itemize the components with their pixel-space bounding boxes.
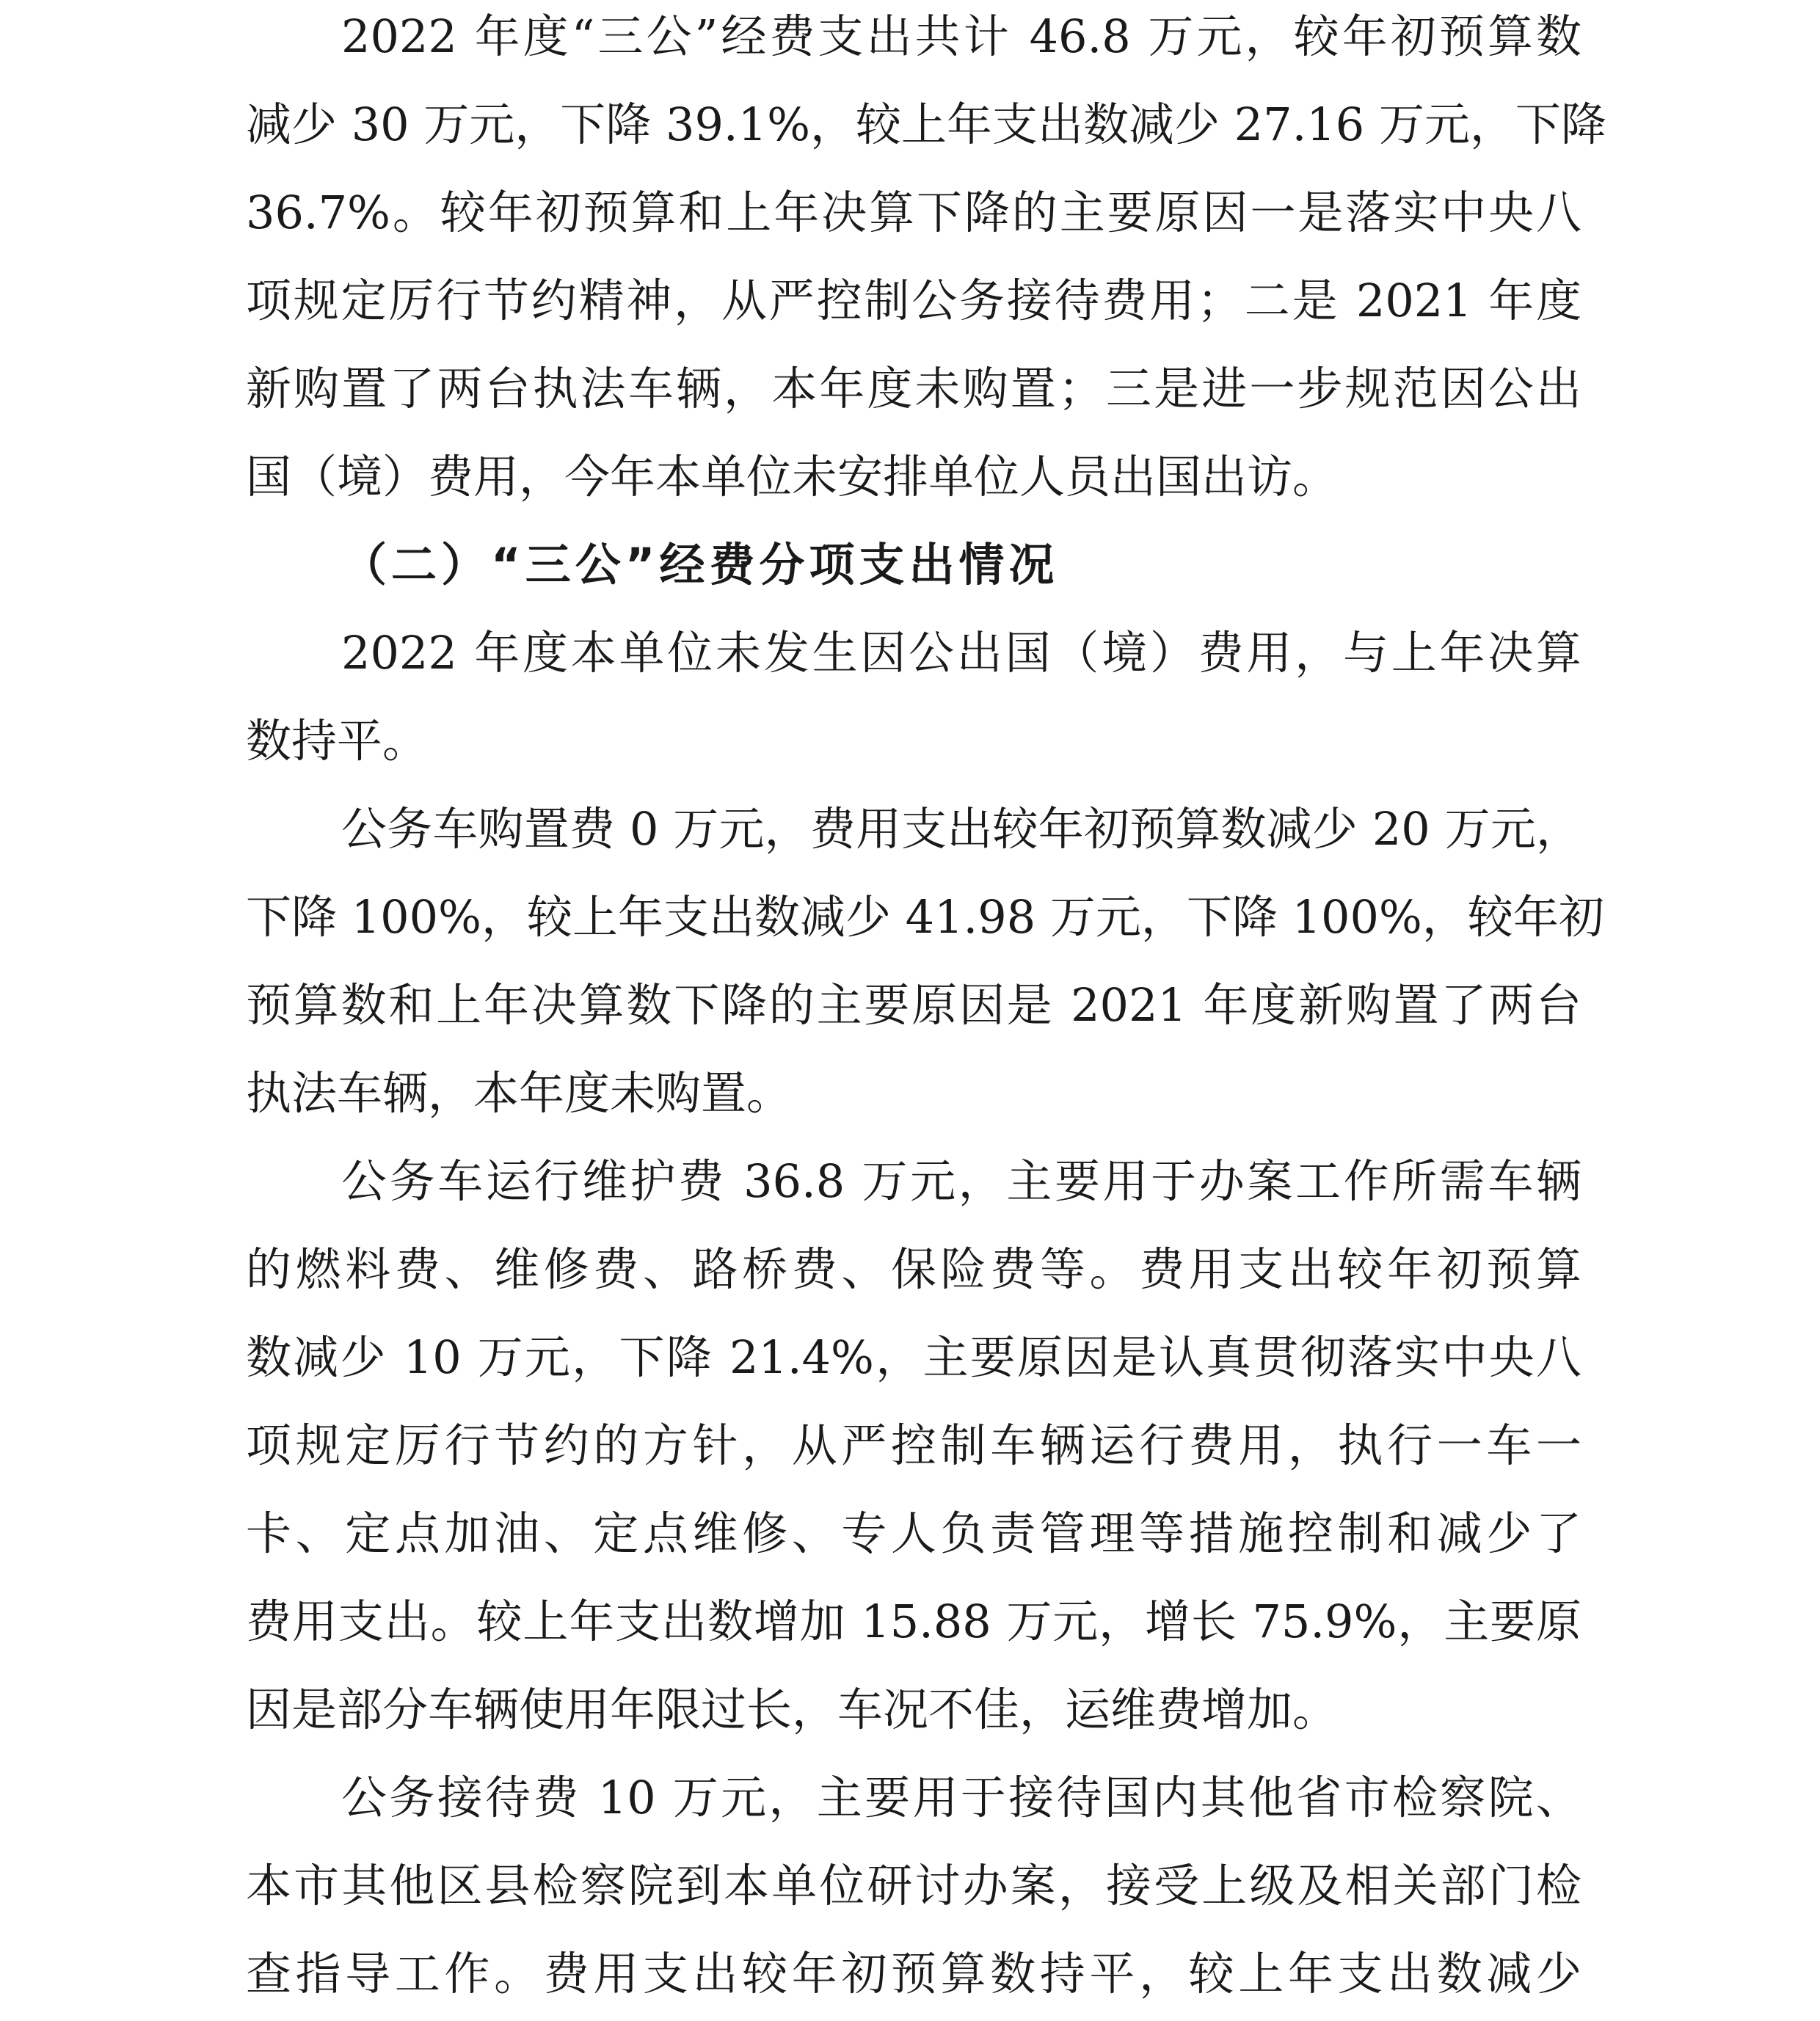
paragraph-line: 公务车运行维护费 36.8 万元，主要用于办案工作所需车辆 [341, 1154, 1581, 1208]
paragraph-line: 国（境）费用，今年本单位未安排单位人员出国出访。 [246, 450, 1339, 503]
paragraph-line: 2022 年度本单位未发生因公出国（境）费用，与上年决算 [341, 626, 1581, 680]
paragraph-line: 36.7%。较年初预算和上年决算下降的主要原因一是落实中央八 [246, 186, 1581, 239]
paragraph-line: 公务车购置费 0 万元，费用支出较年初预算数减少 20 万元， [341, 802, 1581, 856]
paragraph-line: 因是部分车辆使用年限过长，车况不佳，运维费增加。 [246, 1683, 1339, 1736]
paragraph-line: 执法车辆，本年度未购置。 [246, 1066, 793, 1120]
paragraph-line: 新购置了两台执法车辆，本年度未购置；三是进一步规范因公出 [246, 362, 1581, 415]
paragraph-line: 预算数和上年决算数下降的主要原因是 2021 年度新购置了两台 [246, 978, 1581, 1032]
paragraph-line: 项规定厉行节约的方针，从严控制车辆运行费用，执行一车一 [246, 1419, 1581, 1472]
paragraph-line: 的燃料费、维修费、路桥费、保险费等。费用支出较年初预算 [246, 1242, 1581, 1296]
paragraph-line: 下降 100%，较上年支出数减少 41.98 万元，下降 100%，较年初 [246, 890, 1604, 944]
paragraph-line: 本市其他区县检察院到本单位研讨办案，接受上级及相关部门检 [246, 1859, 1581, 1912]
paragraph-line: 2022 年度“三公”经费支出共计 46.8 万元，较年初预算数 [341, 10, 1581, 63]
paragraph-line: 卡、定点加油、定点维修、专人负责管理等措施控制和减少了 [246, 1507, 1581, 1560]
paragraph-line: 费用支出。较上年支出数增加 15.88 万元，增长 75.9%，主要原 [246, 1595, 1581, 1648]
section-heading: （二）“三公”经费分项支出情况 [341, 538, 1059, 591]
paragraph-line: 减少 30 万元，下降 39.1%，较上年支出数减少 27.16 万元，下降 [246, 98, 1606, 151]
paragraph-line: 数减少 10 万元，下降 21.4%，主要原因是认真贯彻落实中央八 [246, 1330, 1581, 1384]
paragraph-line: 数持平。 [246, 714, 429, 768]
paragraph-line: 项规定厉行节约精神，从严控制公务接待费用；二是 2021 年度 [246, 274, 1581, 327]
paragraph-line: 查指导工作。费用支出较年初预算数持平，较上年支出数减少 [246, 1947, 1581, 2000]
paragraph-line: 公务接待费 10 万元，主要用于接待国内其他省市检察院、 [341, 1771, 1581, 1824]
